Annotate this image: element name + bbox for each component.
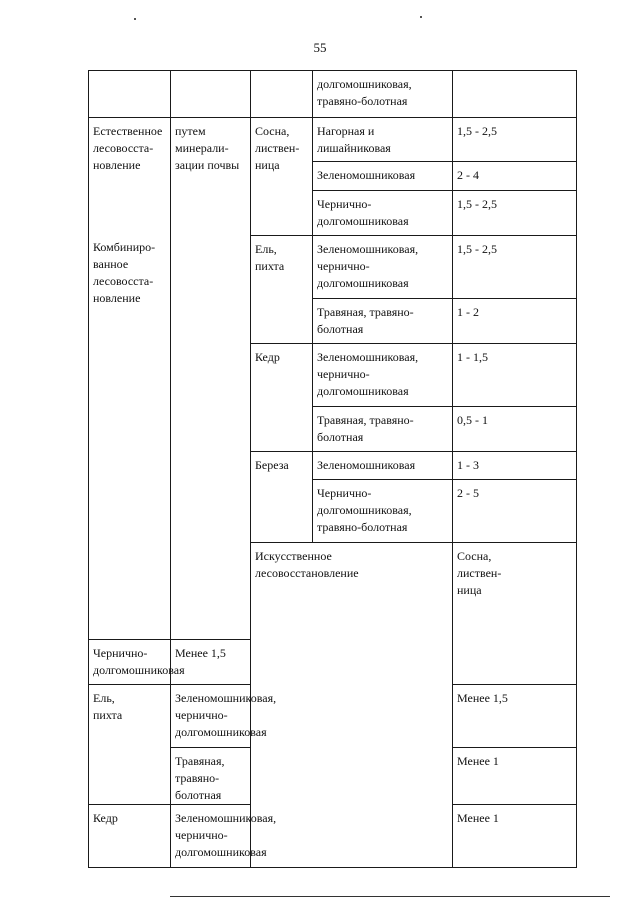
soil-type-cell: Зеленомошниковая, чернично- долгомошниковая (171, 685, 251, 748)
species-cell: Сосна, листвен- ница (251, 118, 313, 236)
soil-type-cell: Травяная, травяно- болотная (313, 299, 453, 344)
value-cell: 1 - 2 (453, 299, 577, 344)
value-cell: 1,5 - 2,5 (453, 191, 577, 236)
forest-regeneration-table (88, 70, 577, 868)
soil-type-cell: Нагорная и лишайниковая (313, 118, 453, 162)
soil-type-cell: Травяная, травяно- болотная (313, 407, 453, 452)
soil-type-cell: Зеленомошниковая, чернично- долгомошниковая (313, 344, 453, 407)
species-cell: Сосна, листвен- ница (453, 543, 577, 685)
method-cell (89, 118, 171, 640)
way-cell (171, 71, 251, 118)
soil-type-cell: долгомошниковая, травяно-болотная (313, 71, 453, 118)
scan-speck-left (134, 18, 136, 20)
species-cell: Ель, пихта (89, 685, 171, 805)
soil-type-cell: Зеленомошниковая, чернично- долгомошниковая (171, 805, 251, 868)
value-cell: 1 - 1,5 (453, 344, 577, 407)
table-row (89, 71, 577, 118)
soil-type-cell: Чернично- долгомошниковая, травяно-болотная (313, 480, 453, 543)
species-cell: Береза (251, 452, 313, 543)
soil-type-cell: Травяная, травяно- болотная (171, 748, 251, 805)
method-natural: Естественное лесовосста- новление (93, 124, 163, 172)
scan-edge-line (170, 896, 610, 897)
page-number: 55 (313, 40, 327, 55)
method-combined: Комбиниро- ванное лесовосста- новление (93, 240, 156, 305)
soil-type-cell: Чернично- долгомошниковая (313, 191, 453, 236)
scan-speck-right (420, 16, 422, 18)
value-cell: 2 - 4 (453, 162, 577, 191)
species-cell (251, 71, 313, 118)
species-cell: Ель, пихта (251, 236, 313, 344)
soil-type-cell: Зеленомошниковая, чернично- долгомошниковая (313, 236, 453, 299)
soil-type-cell: Чернично- долгомошниковая (89, 640, 171, 685)
species-cell: Кедр (89, 805, 171, 868)
value-cell (453, 71, 577, 118)
value-cell: 1,5 - 2,5 (453, 236, 577, 299)
value-cell: Менее 1 (453, 805, 577, 868)
soil-type-cell: Зеленомошниковая (313, 162, 453, 191)
way-cell: путем минерали- зации почвы (171, 118, 251, 640)
soil-type-cell: Зеленомошниковая (313, 452, 453, 480)
method-cell (89, 71, 171, 118)
value-cell: Менее 1,5 (171, 640, 251, 685)
value-cell: 1,5 - 2,5 (453, 118, 577, 162)
value-cell: Менее 1,5 (453, 685, 577, 748)
value-cell: 2 - 5 (453, 480, 577, 543)
table-row (89, 118, 577, 162)
method-artificial: Искусственное лесовосстановление (251, 543, 453, 868)
value-cell: 1 - 3 (453, 452, 577, 480)
value-cell: 0,5 - 1 (453, 407, 577, 452)
value-cell: Менее 1 (453, 748, 577, 805)
species-cell: Кедр (251, 344, 313, 452)
